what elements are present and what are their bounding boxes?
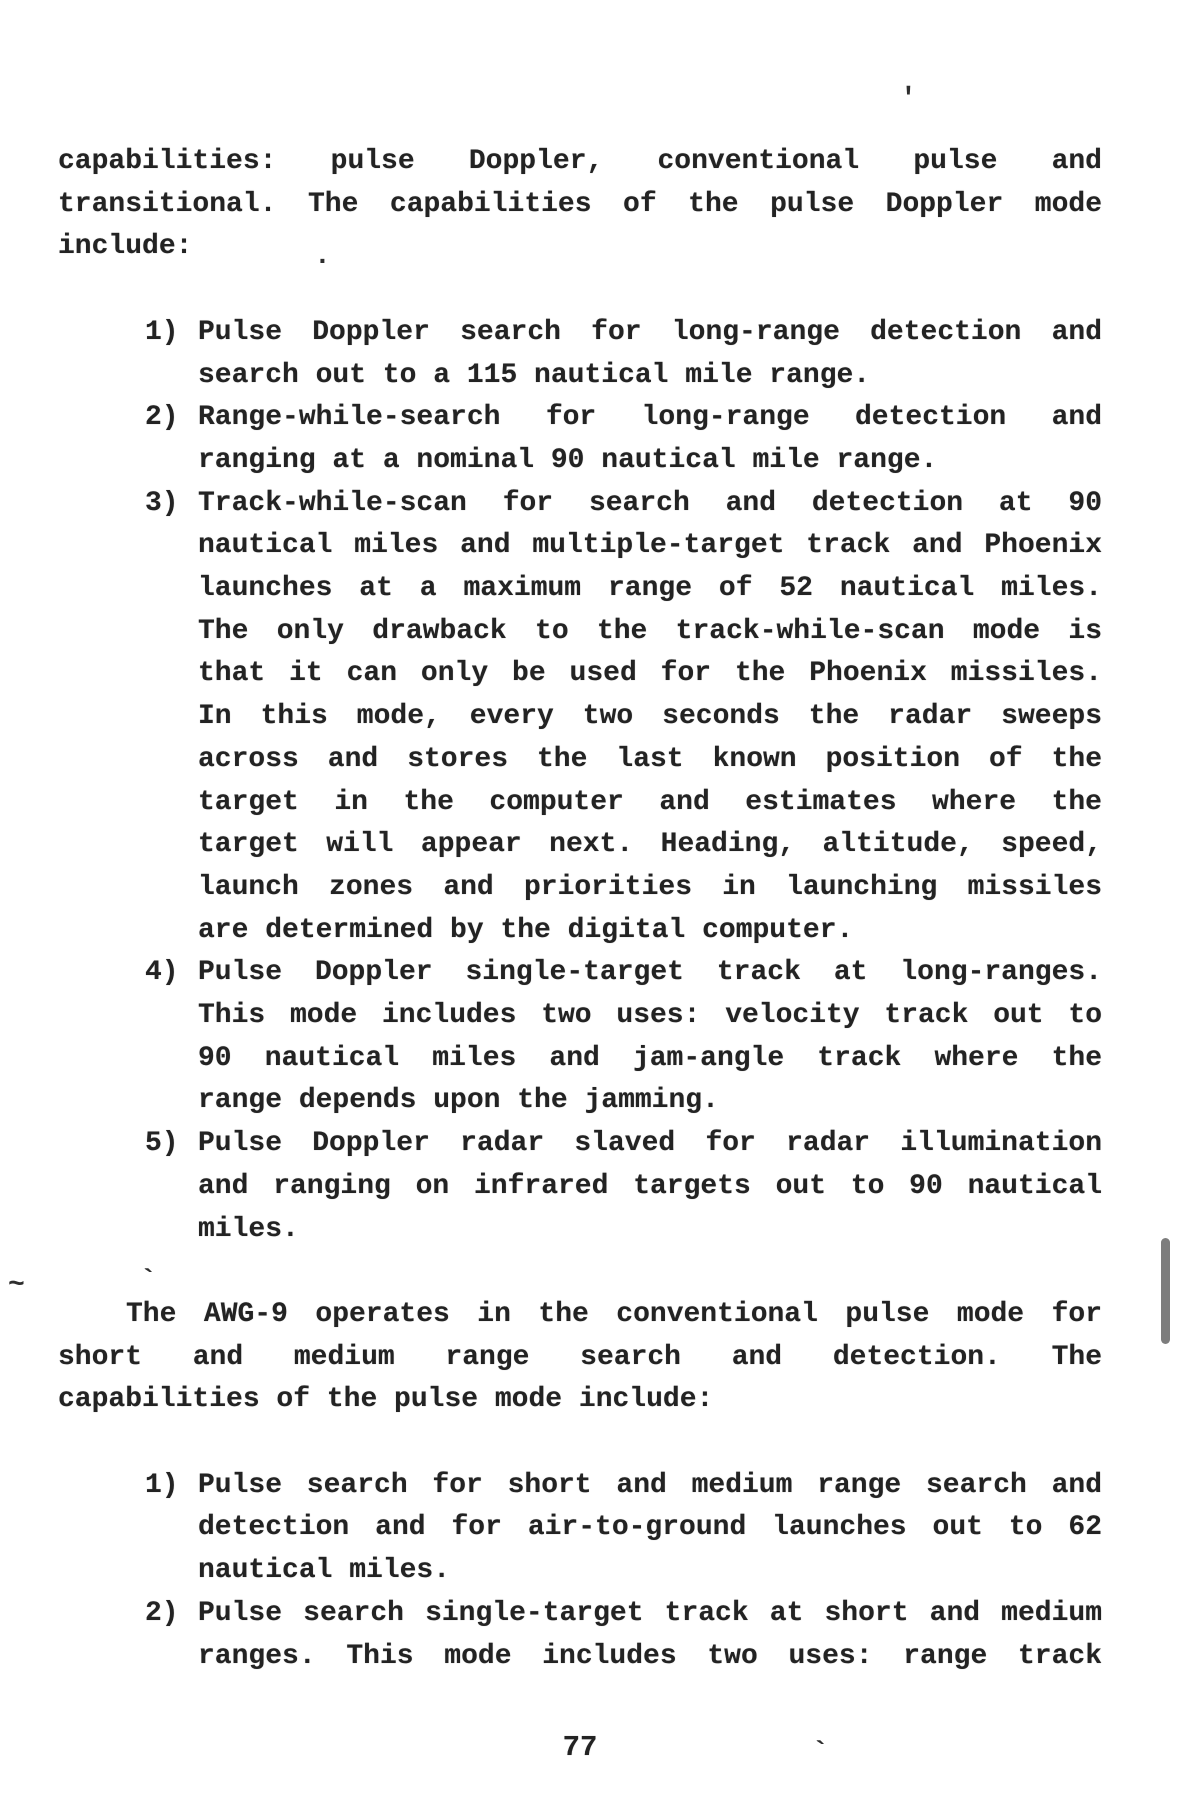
list-item-number: 4) (145, 957, 179, 989)
scan-artifact: ~ (8, 1270, 25, 1301)
list-item (145, 312, 1102, 397)
list-item-line: Pulse Doppler radar slaved for radar illumination (198, 1128, 1102, 1160)
list-item-text (198, 483, 1102, 953)
list-item-line: that it can only be used for the Phoenix missiles. (198, 658, 1102, 690)
list-item-line: miles. (198, 1213, 299, 1245)
list-item-line: nautical miles. (198, 1555, 451, 1587)
list-item (145, 483, 1102, 953)
list-item-line: This mode includes two uses: velocity track out to (198, 1000, 1102, 1032)
list-item-line: search out to a 115 nautical mile range. (198, 359, 871, 391)
list-item-text (198, 1593, 1102, 1678)
list-item-line: launch zones and priorities in launching missiles (198, 871, 1102, 903)
list-item-line: Pulse Doppler single-target track at long-ranges. (198, 957, 1102, 989)
list-item-line: ranging at a nominal 90 nautical mile range. (198, 444, 938, 476)
paragraph-line: short and medium range search and detection. The (58, 1341, 1102, 1373)
list-item-line: Track-while-scan for search and detection at 90 (198, 487, 1102, 519)
list-item (145, 1123, 1102, 1251)
list-item-text (198, 312, 1102, 397)
list-item-text (198, 397, 1102, 482)
paragraph-line: include: (58, 231, 193, 263)
list-item-number: 5) (145, 1128, 179, 1160)
page-footer (58, 1733, 1102, 1763)
list-item-line: Pulse search for short and medium range search and (198, 1469, 1102, 1501)
list-item-number: 1) (145, 1469, 179, 1501)
scan-artifact: ` (140, 1266, 157, 1297)
list-item-line: range depends upon the jamming. (198, 1085, 719, 1117)
list-item-line: Pulse search single-target track at short and medium (198, 1597, 1102, 1629)
list-item-number: 2) (145, 402, 179, 434)
numbered-list-doppler (58, 312, 1102, 1251)
list-item-number: 2) (145, 1597, 179, 1629)
list-item-line: target in the computer and estimates where the (198, 786, 1102, 818)
list-item-text (198, 952, 1102, 1123)
scan-artifact: ` (812, 1738, 829, 1769)
list-item-number: 1) (145, 316, 179, 348)
list-item-line: In this mode, every two seconds the radar sweeps (198, 701, 1102, 733)
list-item-line: ranges. This mode includes two uses: range track (198, 1640, 1102, 1672)
paragraph-line: capabilities of the pulse mode include: (58, 1384, 714, 1416)
list-item-text (198, 1123, 1102, 1251)
list-item-line: Pulse Doppler search for long-range detection and (198, 316, 1102, 348)
paragraph-line: capabilities: pulse Doppler, conventional pulse and (58, 146, 1102, 177)
scan-artifact: ' (900, 84, 917, 115)
paragraph-awg9 (58, 1294, 1102, 1422)
list-item-text (198, 1465, 1102, 1593)
list-item-line: and ranging on infrared targets out to 90 nautical (198, 1170, 1102, 1202)
paragraph-line: The AWG-9 operates in the conventional pulse mode for (126, 1298, 1102, 1330)
list-item-line: Range-while-search for long-range detection and (198, 402, 1102, 434)
scrollbar-thumb[interactable] (1161, 1238, 1170, 1344)
list-item (145, 1465, 1102, 1593)
list-item-line: across and stores the last known position of the (198, 743, 1102, 775)
list-item (145, 1593, 1102, 1678)
list-item-line: detection and for air-to-ground launches out to 62 (198, 1512, 1102, 1544)
paragraph-capabilities (58, 141, 1102, 272)
list-item-line: nautical miles and multiple-target track and Phoenix (198, 530, 1102, 562)
list-item-line: The only drawback to the track-while-scan mode is (198, 615, 1102, 647)
list-item-line: are determined by the digital computer. (198, 914, 854, 946)
paragraph-line: transitional. The capabilities of the pulse Doppler mode (58, 188, 1102, 220)
page-number: 77 (562, 1731, 598, 1765)
scan-artifact: . (314, 241, 331, 272)
numbered-list-pulse (58, 1465, 1102, 1679)
list-item (145, 952, 1102, 1123)
list-item-line: launches at a maximum range of 52 nautical miles. (198, 573, 1102, 605)
list-item (145, 397, 1102, 482)
list-item-line: 90 nautical miles and jam-angle track where the (198, 1042, 1102, 1074)
list-item-number: 3) (145, 487, 179, 519)
list-item-line: target will appear next. Heading, altitude, speed, (198, 829, 1102, 861)
